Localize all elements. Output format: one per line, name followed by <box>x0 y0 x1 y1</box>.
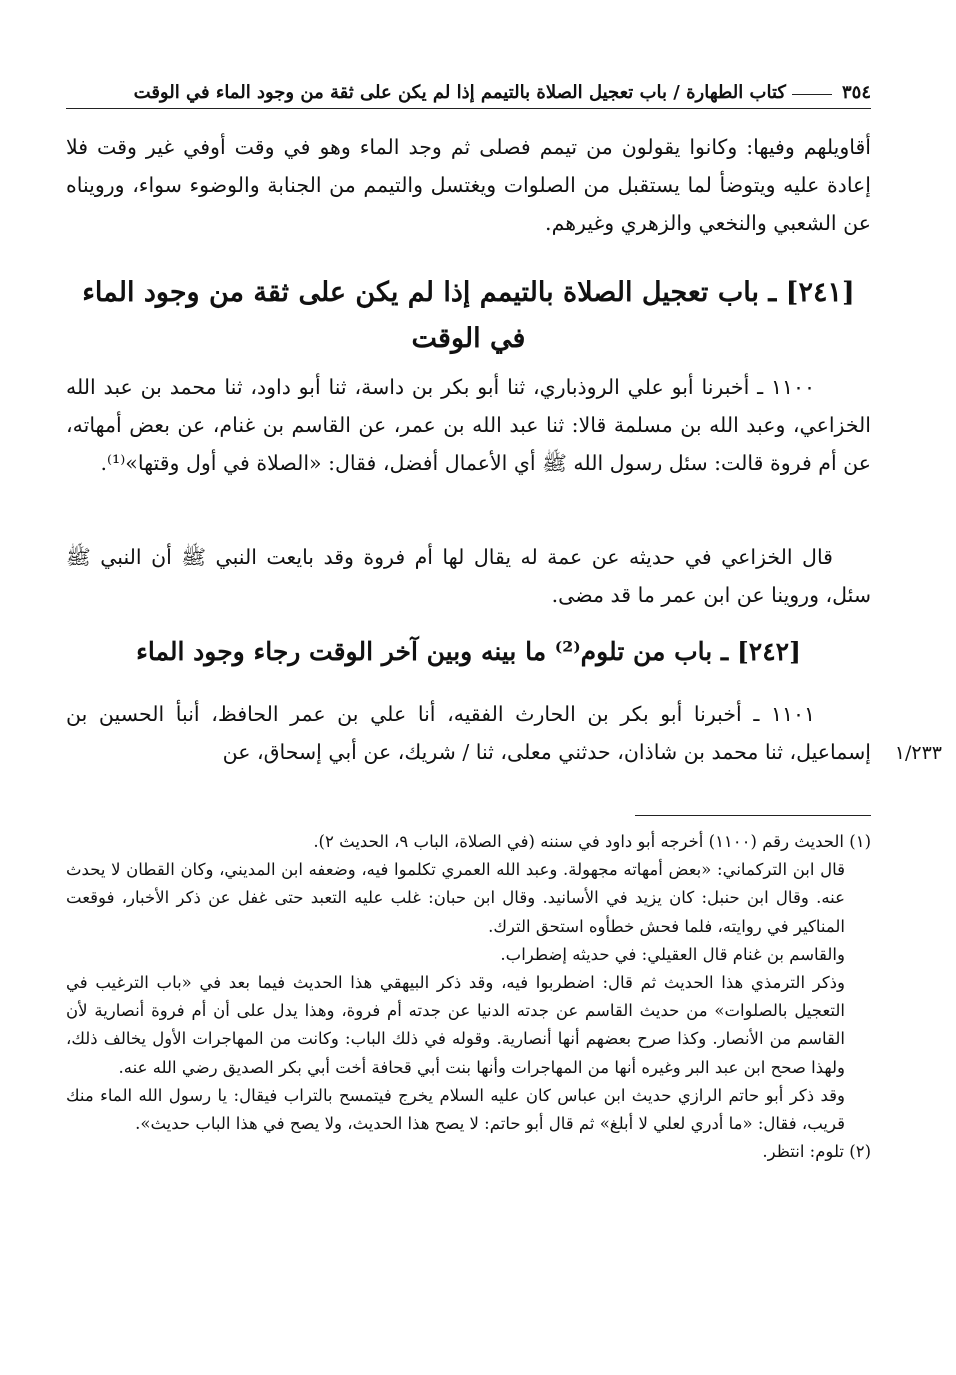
footnote-separator <box>635 815 871 816</box>
footnote-1-paragraph: قال ابن التركماني: «بعض أمهاته مجهولة. وعبد الله العمري تكلموا فيه، وضعفه ابن المديني، وكان القطان لا يحدث عنه. وقال ابن حنبل: كان يزيد في الأسانيد. وقال ابن حبان: غلب عليه التعبد حتى غفل عن ذكر الأخبار، فوقعت المناكير في روايته، فلما فحش خطأوه استحق الترك. <box>66 860 845 936</box>
footnote-1-paragraph: وقد ذكر أبو حاتم الرازي حديث ابن عباس كان عليه السلام يخرج فيتمسح بالتراب فيقال: يا رسول الله الماء منك قريب، فقال: «ما أدري لعلي لا أبلغ» ثم قال أبو حاتم: لا يصح هذا الحديث، ولا يصح في هذا الباب حديث». <box>66 1085 845 1134</box>
footnotes <box>66 828 871 1166</box>
running-header <box>66 76 871 109</box>
margin-reference: ١/٢٣٣ <box>894 742 942 764</box>
chapter-heading-241: [٢٤١] ـ باب تعجيل الصلاة بالتيمم إذا لم يكن على ثقة من وجود الماء في الوقت <box>82 277 855 354</box>
footnote-1-line: (١) الحديث رقم (١١٠٠) أخرجه أبو داود في سننه (في الصلاة، الباب ٩، الحديث ٢). <box>313 832 871 851</box>
header-dash <box>792 94 832 95</box>
running-title: كتاب الطهارة / باب تعجيل الصلاة بالتيمم إذا لم يكن على ثقة من وجود الماء في الوقت <box>133 81 786 103</box>
paragraph-khuzai: قال الخزاعي في حديثه عن عمة له يقال لها أم فروة وقد بايعت النبي ﷺ أن النبي ﷺ سئل، وروينا عن ابن عمر ما قد مضى. <box>66 545 871 607</box>
chapter-heading-242: [٢٤٢] ـ باب من تلوم⁽²⁾ ما بينه وبين آخر الوقت رجاء وجود الماء <box>136 637 801 666</box>
footnote-1-paragraph: وذكر الترمذي هذا الحديث ثم قال: اضطربوا فيه، وقد ذكر البيهقي هذا الحديث فيما بعد في «باب الترغيب في التعجيل بالصلوات» من حديث القاسم عن جدته الدنيا عن جدته أم فروة، وهذا يدل على أن أم فروة أنصارية لأن القاسم من الأنصار. وكذا صرح بعضهم أنها أنصارية. وقوله في ذلك الباب: وكانت من المهاجرات الأول يخالف ذلك، ولهذا صحح ابن عبد البر وغيره أنها من المهاجرات وأنها بنت أبي قحافة أخت أبي بكر الصديق رضي الله عنه. <box>66 973 845 1077</box>
paragraph-continuation: أقاويلهم وفيها: وكانوا يقولون من تيمم فصلى ثم وجد الماء وهو في وقت أوفي غير وقت فلا إعادة عليه ويتوضأ لما يستقبل من الصلوات ويغتسل والتيمم من الجنابة والوضوء سواء، ورويناه عن الشعبي والنخعي والزهري وغيرهم. <box>66 135 871 235</box>
hadith-1101: ١١٠١ ـ أخبرنا أبو بكر بن الحارث الفقيه، أنا علي بن عمر الحافظ، أنبأ الحسين بن إسماعيل، ثنا محمد بن شاذان، حدثني معلى، ثنا / شريك، عن أبي إسحاق، عن <box>66 702 871 764</box>
page-number: ٣٥٤ <box>841 81 871 103</box>
footnote-2-line: (٢) تلوم: انتظر. <box>762 1142 871 1162</box>
footnote-1-paragraph: والقاسم بن غنام قال العقيلي: في حديثه إضطراب. <box>500 944 845 964</box>
hadith-1100: ١١٠٠ ـ أخبرنا أبو علي الروذباري، ثنا أبو بكر بن داسة، ثنا أبو داود، ثنا محمد بن عبد الله الخزاعي، وعبد الله بن مسلمة قالا: ثنا عبد الله بن عمر، عن القاسم بن غنام، عن بعض أمهاته، عن أم فروة قالت: سئل رسول الله ﷺ أي الأعمال أفضل، فقال: «الصلاة في أول وقتها»⁽¹⁾. <box>66 375 871 475</box>
